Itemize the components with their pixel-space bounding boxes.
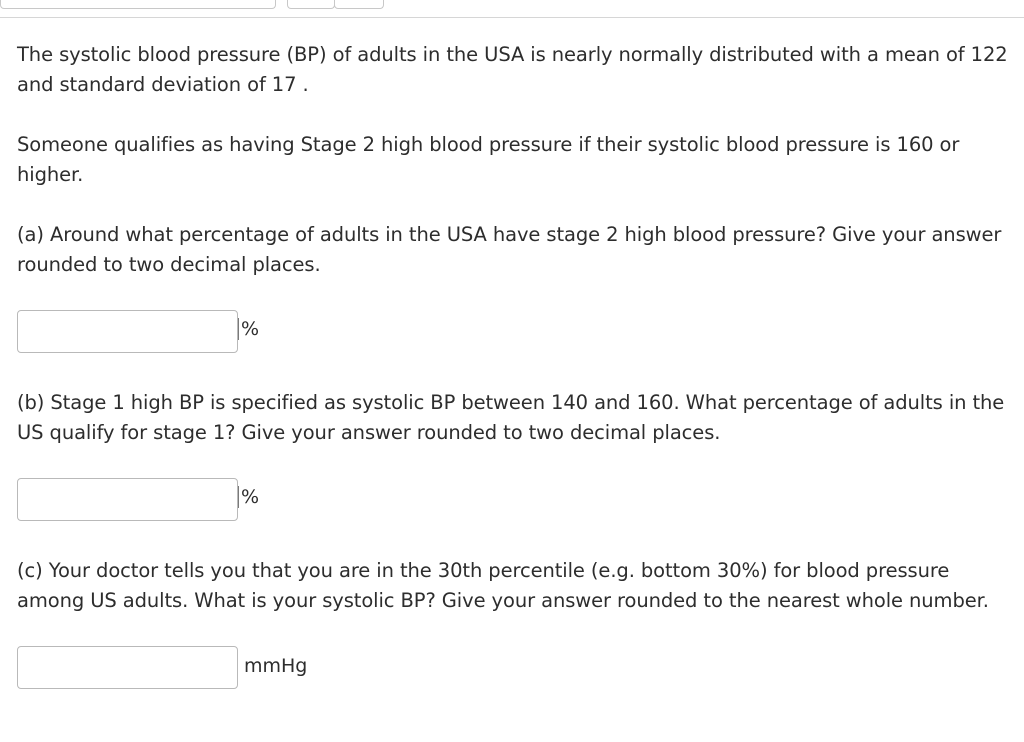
part-b-answer-input[interactable] xyxy=(17,478,238,521)
top-button-2[interactable] xyxy=(334,0,384,9)
part-a-unit: % xyxy=(238,318,259,340)
top-button-1[interactable] xyxy=(287,0,335,9)
part-b-unit: % xyxy=(238,486,259,508)
part-b-answer-row xyxy=(17,478,1017,521)
part-c-answer-row xyxy=(17,646,1017,689)
part-a-answer-input[interactable] xyxy=(17,310,238,353)
part-a-prompt: (a) Around what percentage of adults in the USA have stage 2 high blood pressure? Give your answer rounded to two decimal places. xyxy=(17,223,1002,276)
part-b-prompt: (b) Stage 1 high BP is specified as systolic BP between 140 and 160. What percentage of adults in the US qualify for stage 1? Give your answer rounded to two decimal places. xyxy=(17,391,1005,444)
question-content xyxy=(17,40,1017,689)
part-c-answer-input[interactable] xyxy=(17,646,238,689)
top-toolbar xyxy=(0,0,1024,18)
question-intro: The systolic blood pressure (BP) of adults in the USA is nearly normally distributed with a mean of 122 and standard deviation of 17 . xyxy=(17,43,1008,96)
part-c-unit: mmHg xyxy=(244,655,308,677)
stage2-definition: Someone qualifies as having Stage 2 high blood pressure if their systolic blood pressure is 160 or higher. xyxy=(17,133,960,186)
part-a-answer-row xyxy=(17,310,1017,353)
part-c-prompt: (c) Your doctor tells you that you are in the 30th percentile (e.g. bottom 30%) for blood pressure among US adults. What is your systolic BP? Give your answer rounded to the nearest whole number. xyxy=(17,559,989,612)
top-field[interactable] xyxy=(0,0,276,9)
